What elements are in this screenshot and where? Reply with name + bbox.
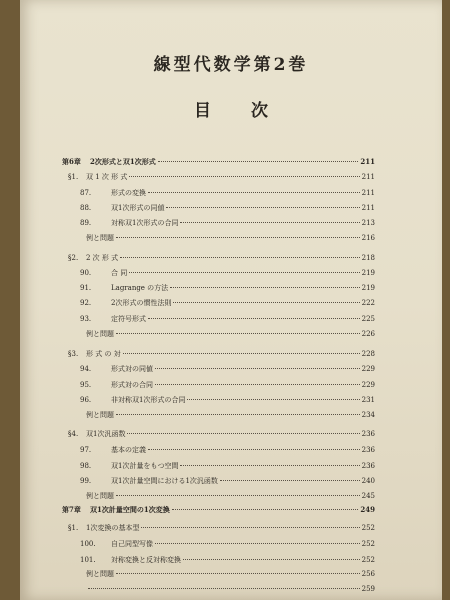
book-title: 線型代数学第2巻	[153, 55, 309, 75]
toc-entry-title: 形式の変換	[111, 189, 146, 197]
toc-section-row	[68, 523, 375, 533]
toc-leader-dots	[129, 176, 359, 177]
toc-item-row	[80, 380, 375, 390]
toc-item-row	[80, 203, 375, 213]
toc-page-number: 211	[361, 173, 375, 181]
toc-leader-dots	[148, 449, 360, 450]
table-of-contents	[20, 0, 442, 600]
toc-entry-title: 例と問題	[86, 234, 114, 242]
toc-page-number: 219	[361, 269, 375, 277]
toc-page-number: 229	[361, 365, 375, 373]
toc-page-number: 211	[361, 189, 375, 197]
toc-entry-title: 2次形式と双1次形式	[90, 157, 156, 166]
toc-page-number: 234	[361, 411, 375, 419]
toc-item-row	[80, 314, 375, 324]
toc-leader-dots	[155, 384, 360, 385]
toc-entry-title: 1次変換の基本型	[86, 524, 140, 532]
toc-leader-dots	[158, 161, 359, 162]
toc-entry-title: 合 同	[111, 269, 128, 277]
toc-leader-dots	[116, 573, 360, 574]
toc-page-number: 228	[361, 350, 375, 358]
toc-entry-title: 基本の定義	[111, 446, 146, 454]
toc-number: 101.	[80, 556, 96, 564]
toc-leader-dots	[172, 509, 359, 510]
toc-leader-dots	[116, 333, 360, 334]
toc-leader-dots	[166, 207, 359, 208]
toc-leader-dots	[148, 192, 360, 193]
toc-page-number: 252	[361, 524, 375, 532]
toc-item-row	[80, 364, 375, 374]
toc-entry-title: Lagrange の方法	[111, 284, 169, 292]
toc-leader-dots	[170, 287, 359, 288]
toc-leader-dots	[148, 318, 360, 319]
toc-entry-title: 双1次計量をもつ空間	[111, 462, 179, 470]
toc-leader-dots	[116, 495, 360, 496]
toc-page-number: 236	[361, 446, 375, 454]
toc-item-row	[80, 461, 375, 471]
toc-page-number: 211	[361, 204, 375, 212]
toc-entry-title: 例と問題	[86, 492, 114, 500]
toc-leader-dots	[123, 353, 360, 354]
toc-leader-dots	[187, 399, 359, 400]
toc-page-number: 229	[361, 381, 375, 389]
toc-number: 93.	[80, 315, 92, 323]
toc-number: 96.	[80, 396, 92, 404]
toc-entry-title: 2次形式の慣性法則	[111, 299, 172, 307]
book-page	[20, 0, 442, 600]
toc-number: 第7章	[62, 505, 81, 514]
toc-number: §4.	[68, 430, 79, 438]
toc-page-number: 259	[361, 585, 375, 593]
toc-number: §1.	[68, 173, 79, 181]
toc-item-row	[80, 395, 375, 405]
toc-entry-title: 対称変換と反対称変換	[111, 556, 181, 564]
toc-number: §1.	[68, 524, 79, 532]
toc-number: §3.	[68, 350, 79, 358]
toc-entry-title: 形式対の合同	[111, 381, 153, 389]
toc-item-row	[86, 585, 375, 593]
toc-leader-dots	[173, 302, 359, 303]
toc-entry-title: 形 式 の 対	[86, 350, 121, 358]
toc-section-row	[68, 172, 375, 182]
toc-item-row	[86, 233, 375, 243]
toc-page-number: 226	[361, 330, 375, 338]
toc-item-row	[80, 539, 375, 549]
toc-item-row	[86, 410, 375, 420]
toc-number: 91.	[80, 284, 92, 292]
toc-number: §2.	[68, 254, 79, 262]
toc-page-number: 252	[361, 540, 375, 548]
toc-number: 第6章	[62, 157, 81, 166]
toc-leader-dots	[116, 414, 360, 415]
toc-leader-dots	[180, 222, 359, 223]
toc-page-number: 256	[361, 570, 375, 578]
toc-section-row	[68, 349, 375, 359]
toc-item-row	[86, 491, 375, 501]
toc-page-number: 213	[361, 219, 375, 227]
toc-page-number: 245	[361, 492, 375, 500]
toc-leader-dots	[88, 588, 360, 589]
toc-item-row	[80, 188, 375, 198]
toc-entry-title: 例と問題	[86, 570, 114, 578]
toc-entry-title: 双1次計量空間における1次汎函数	[111, 477, 218, 485]
toc-item-row	[80, 555, 375, 565]
toc-item-row	[80, 298, 375, 308]
toc-leader-dots	[120, 257, 359, 258]
toc-leader-dots	[220, 480, 360, 481]
toc-item-row	[80, 476, 375, 486]
toc-page-number: 236	[361, 462, 375, 470]
toc-page-number: 216	[361, 234, 375, 242]
toc-number: 90.	[80, 269, 92, 277]
contents-heading: 目次	[194, 101, 308, 121]
toc-entry-title: 双 1 次 形 式	[86, 173, 128, 181]
toc-leader-dots	[180, 465, 359, 466]
toc-chapter-row	[62, 157, 375, 167]
toc-number: 100.	[80, 540, 96, 548]
toc-page-number: 252	[361, 556, 375, 564]
toc-number: 88.	[80, 204, 92, 212]
toc-leader-dots	[155, 368, 360, 369]
toc-page-number: 231	[361, 396, 375, 404]
toc-number: 95.	[80, 381, 92, 389]
toc-chapter-row	[62, 505, 375, 515]
toc-page-number: 219	[361, 284, 375, 292]
toc-entry-title: 例と問題	[86, 411, 114, 419]
toc-page-number: 249	[360, 505, 375, 514]
toc-entry-title: 例と問題	[86, 330, 114, 338]
toc-leader-dots	[116, 237, 360, 238]
toc-item-row	[80, 218, 375, 228]
toc-page-number: 218	[361, 254, 375, 262]
toc-entry-title: 2 次 形 式	[86, 254, 119, 262]
toc-number: 99.	[80, 477, 92, 485]
toc-item-row	[86, 329, 375, 339]
toc-page-number: 222	[361, 299, 375, 307]
toc-number: 89.	[80, 219, 92, 227]
toc-number: 92.	[80, 299, 92, 307]
toc-entry-title: 対称双1次形式の合同	[111, 219, 179, 227]
toc-item-row	[86, 569, 375, 579]
toc-entry-title: 形式対の同値	[111, 365, 153, 373]
toc-page-number: 211	[360, 157, 375, 166]
toc-number: 87.	[80, 189, 92, 197]
toc-leader-dots	[155, 543, 360, 544]
toc-item-row	[80, 283, 375, 293]
toc-number: 97.	[80, 446, 92, 454]
toc-item-row	[80, 268, 375, 278]
toc-page-number: 240	[361, 477, 375, 485]
toc-leader-dots	[127, 433, 359, 434]
toc-page-number: 236	[361, 430, 375, 438]
toc-section-row	[68, 429, 375, 439]
toc-number: 94.	[80, 365, 92, 373]
toc-entry-title: 自己同型写像	[111, 540, 153, 548]
toc-leader-dots	[183, 559, 360, 560]
toc-page-number: 225	[361, 315, 375, 323]
toc-item-row	[80, 445, 375, 455]
toc-entry-title: 双1次汎函数	[86, 430, 126, 438]
toc-leader-dots	[141, 527, 359, 528]
toc-number: 98.	[80, 462, 92, 470]
toc-entry-title: 双1次計量空間の1次変換	[90, 505, 170, 514]
toc-entry-title: 定符号形式	[111, 315, 146, 323]
toc-section-row	[68, 253, 375, 263]
toc-leader-dots	[129, 272, 359, 273]
toc-entry-title: 非対称双1次形式の合同	[111, 396, 186, 404]
toc-entry-title: 双1次形式の同値	[111, 204, 165, 212]
